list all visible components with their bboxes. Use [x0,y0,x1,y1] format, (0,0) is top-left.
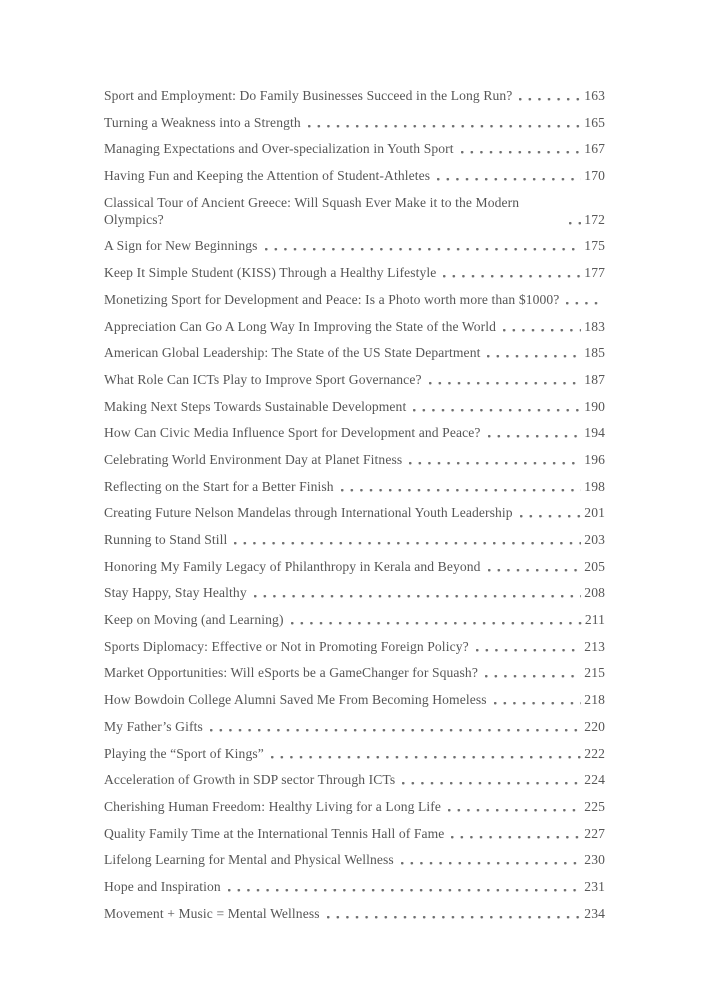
toc-entry-title: Managing Expectations and Over-specialization in Youth Sport [104,141,454,157]
toc-entry-page: 196 [584,451,605,467]
toc-entry [104,718,605,735]
toc-entry-page: 222 [584,745,605,761]
toc-entry-page: 163 [584,88,605,103]
toc-entry [104,264,605,281]
toc-entry [104,558,605,575]
toc-entry-page: 215 [584,665,605,681]
toc-entry-title: Having Fun and Keeping the Attention of Student-Athletes [104,168,431,184]
dot-leader [451,825,581,842]
dot-leader [488,558,582,575]
toc-entry [104,478,605,495]
toc-entry [104,194,605,228]
toc-entry-title: Quality Family Time at the International Tennis Hall of Fame [104,825,445,841]
dot-leader [569,211,581,228]
toc-entry-page: 175 [584,238,605,254]
toc-entry-title: Making Next Steps Towards Sustainable Development [104,398,407,414]
toc-entry [104,424,605,441]
toc-entry-page: 170 [584,168,605,184]
toc-entry [104,611,605,628]
toc-entry-title: Sports Diplomacy: Effective or Not in Promoting Foreign Policy? [104,638,469,654]
dot-leader [401,851,581,868]
dot-leader [520,504,582,521]
toc-entry [104,167,605,184]
toc-entry-page: 165 [584,114,605,130]
toc-entry [104,237,605,254]
toc-entry-page: 224 [584,772,605,788]
toc-entry-title: What Role Can ICTs Play to Improve Sport Governance? [104,371,422,387]
toc-entry [104,638,605,655]
toc-entry-page: 211 [584,612,605,628]
toc-entry-page: 187 [584,371,605,387]
toc-entry-title: My Father’s Gifts [104,718,203,734]
toc-entry-page: 190 [584,398,605,414]
toc-entry [104,878,605,895]
toc-entry-title: Classical Tour of Ancient Greece: Will Squash Ever Make it to the Modern Olympics? [104,194,520,227]
toc-entry-title: Running to Stand Still [104,532,228,547]
toc-entry-title: Monetizing Sport for Development and Peace: Is a Photo worth more than $1000? [104,291,560,307]
toc-entry [104,745,605,762]
toc-entry [104,140,605,157]
toc-entry-page: 220 [584,718,605,734]
toc-entry-page: 203 [584,532,605,547]
dot-leader [291,611,582,628]
dot-leader [413,398,581,415]
toc-entry-page: 213 [584,638,605,654]
dot-leader [341,478,582,495]
dot-leader [461,140,582,157]
toc-entry-page: 231 [584,878,605,894]
table-of-contents [104,87,605,922]
toc-entry-title: How Can Civic Media Influence Sport for Development and Peace? [104,425,481,441]
dot-leader [448,798,581,815]
toc-entry-title: Reflecting on the Start for a Better Finish [104,478,334,494]
dot-leader [402,771,581,788]
toc-entry [104,291,605,308]
toc-entry-title: Stay Happy, Stay Healthy [104,585,247,601]
toc-entry-title: Movement + Music = Mental Wellness [104,905,320,921]
dot-leader [488,424,582,441]
toc-entry-title: Honoring My Family Legacy of Philanthropy in Kerala and Beyond [104,558,481,574]
dot-leader [271,745,581,762]
toc-entry-title: A Sign for New Beginnings [104,238,258,254]
toc-entry [104,664,605,681]
toc-entry [104,851,605,868]
dot-leader [494,691,582,708]
toc-entry-page: 198 [584,478,605,494]
toc-entry-title: Lifelong Learning for Mental and Physical Wellness [104,852,394,868]
dot-leader [308,114,582,131]
dot-leader [566,291,602,308]
toc-entry-title: Keep on Moving (and Learning) [104,612,284,628]
toc-entry-title: Celebrating World Environment Day at Planet Fitness [104,451,403,467]
dot-leader [409,451,581,468]
toc-entry [104,398,605,415]
dot-leader [327,905,582,922]
toc-entry-page: 172 [584,211,605,227]
toc-entry-title: Appreciation Can Go A Long Way In Improving the State of the World [104,318,497,334]
dot-leader [265,237,582,254]
toc-entry-title: Cherishing Human Freedom: Healthy Living for a Long Life [104,798,442,814]
toc-entry [104,504,605,521]
toc-entry-page: 167 [584,141,605,157]
dot-leader [210,718,581,735]
toc-entry-page: 230 [584,852,605,868]
toc-entry [104,825,605,842]
toc-entry [104,451,605,468]
dot-leader [254,584,582,601]
toc-entry-page: 194 [584,425,605,441]
toc-entry-page: 218 [584,692,605,708]
toc-entry-page: 225 [584,798,605,814]
toc-entry-title: American Global Leadership: The State of the US State Department [104,345,481,361]
dot-leader [503,318,581,335]
toc-entry [104,87,605,104]
toc-entry-page: 201 [584,505,605,521]
toc-entry [104,371,605,388]
toc-entry [104,344,605,361]
toc-entry-page: 205 [584,558,605,574]
dot-leader [234,531,581,548]
dot-leader [228,878,582,895]
toc-entry-title: Market Opportunities: Will eSports be a GameChanger for Squash? [104,665,478,681]
toc-entry-page: 227 [584,825,605,841]
dot-leader [476,638,582,655]
toc-entry-page: 208 [584,585,605,601]
toc-entry [104,114,605,131]
dot-leader [429,371,582,388]
toc-entry-title: Turning a Weakness into a Strength [104,114,301,130]
dot-leader [485,664,581,681]
toc-entry-title: Playing the “Sport of Kings” [104,745,264,761]
toc-entry-title: Hope and Inspiration [104,878,221,894]
toc-entry-page: 177 [584,265,605,281]
toc-entry-page: 185 [584,345,605,361]
toc-entry [104,531,605,548]
toc-entry [104,905,605,922]
toc-entry-page: 234 [584,905,605,921]
toc-entry [104,798,605,815]
toc-entry-title: Keep It Simple Student (KISS) Through a Healthy Lifestyle [104,265,437,281]
dot-leader [519,87,581,104]
toc-entry-title: Sport and Employment: Do Family Businesses Succeed in the Long Run? [104,88,513,103]
toc-entry [104,771,605,788]
toc-entry [104,691,605,708]
dot-leader [437,167,581,184]
toc-entry-page: 183 [584,318,605,334]
toc-entry-title: How Bowdoin College Alumni Saved Me From Becoming Homeless [104,692,487,708]
toc-entry-title: Creating Future Nelson Mandelas through International Youth Leadership [104,505,513,521]
dot-leader [443,264,581,281]
toc-entry-title: Acceleration of Growth in SDP sector Through ICTs [104,772,396,788]
toc-entry [104,318,605,335]
dot-leader [487,344,581,361]
toc-entry [104,584,605,601]
